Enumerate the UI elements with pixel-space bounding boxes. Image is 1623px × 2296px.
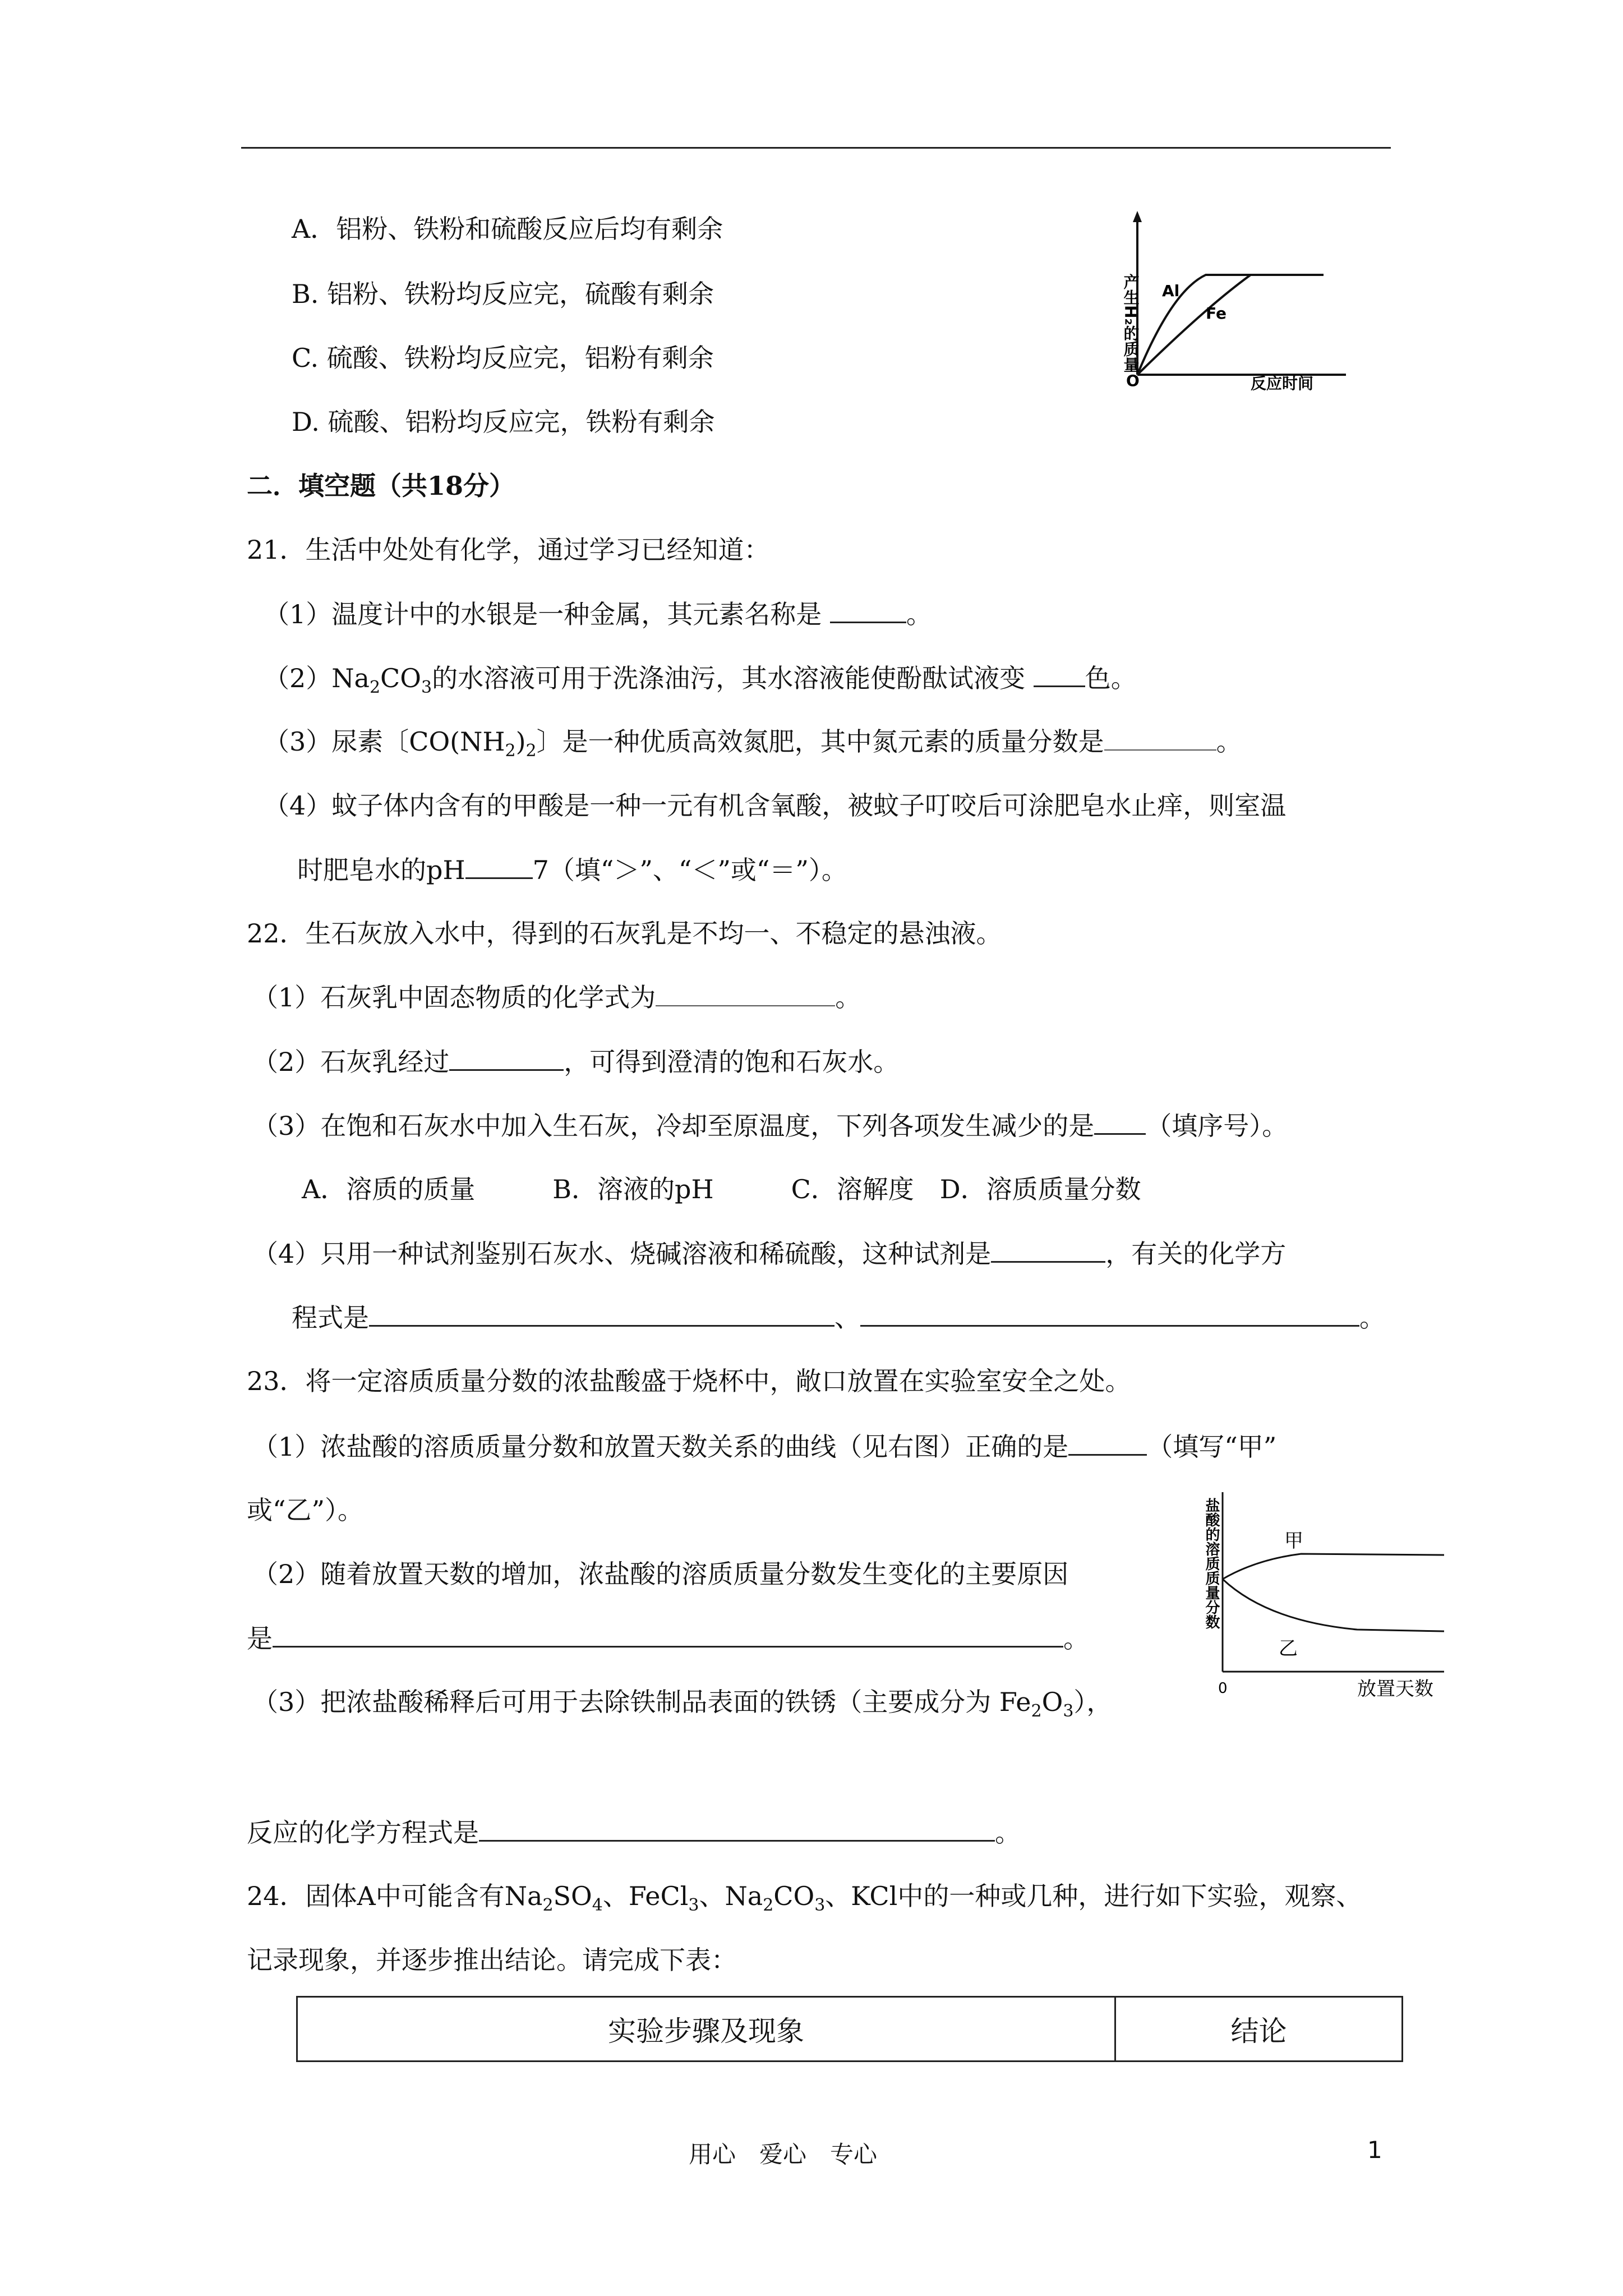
page-number: 1 [1367, 2136, 1382, 2164]
q23-part2-line1: （2）随着放置天数的增加，浓盐酸的溶质质量分数发生变化的主要原因 [252, 1559, 1069, 1589]
q24-results-table [296, 1996, 1403, 2062]
q21-part4-line1: （4）蚊子体内含有的甲酸是一种一元有机含氧酸，被蚊子叮咬后可涂肥皂水止痒，则室温 [264, 790, 1287, 821]
q21-part2: $(2)Na_2CO_3$的水溶液可用于洗涤油污，其水溶液能使酚酞试液变 色。 [264, 661, 1137, 695]
section2-title: 二．填空题（共18分） [247, 471, 515, 501]
blank[interactable] [991, 1236, 1105, 1263]
hcl-graph-origin: 0 [1218, 1680, 1228, 1697]
fe-curve [1137, 275, 1251, 375]
blank[interactable] [656, 981, 835, 1006]
q23-part1: （1）浓盐酸的溶质质量分数和放置天数关系的曲线（见右图）正确的是 （填写“甲” [252, 1429, 1276, 1464]
blank[interactable] [479, 1815, 995, 1842]
q23-part3-line2: 反应的化学方程式是 。 [247, 1815, 1021, 1849]
q21-part1: （1）温度计中的水银是一种金属，其元素名称是 。 [264, 597, 932, 631]
q20-option-a: A．铝粉、铁粉和硫酸反应后均有剩余 [292, 214, 723, 244]
footer-motto: 用心 爱心 专心 [689, 2141, 878, 2168]
hcl-graph-xlabel: 放置天数 [1357, 1678, 1433, 1700]
blank[interactable] [1034, 661, 1085, 687]
blank[interactable] [1104, 725, 1216, 751]
h2-mass-graph [1110, 206, 1352, 392]
blank[interactable] [273, 1621, 1063, 1648]
hcl-graph-ylabel: 盐酸的溶质质量分数 [1203, 1498, 1220, 1629]
table-header-steps: 实验步骤及现象 [297, 1997, 1115, 2062]
h2-graph-y-arrow [1133, 211, 1142, 222]
jia-label: 甲 [1284, 1530, 1303, 1552]
q20-option-b: B. 铝粉、铁粉均反应完，硫酸有剩余 [292, 279, 714, 309]
q22-part3: （3）在饱和石灰水中加入生石灰，冷却至原温度，下列各项发生减少的是 （填序号）。 [252, 1108, 1288, 1143]
h2-graph-xlabel: 反应时间 [1251, 374, 1314, 392]
q24-line1: 24．固体A中可能含有$Na_2SO_4$、FeCl$_3$、$Na_2CO_3$、KCl中的一种或几种，进行如下实验，观察、 [247, 1881, 1362, 1916]
q22-part1: （1）石灰乳中固态物质的化学式为 。 [252, 981, 861, 1014]
yi-curve [1223, 1579, 1444, 1631]
h2-graph-origin: O [1126, 371, 1140, 390]
q22-part4: （4）只用一种试剂鉴别石灰水、烧碱溶液和稀硫酸，这种试剂是 ，有关的化学方 [252, 1236, 1286, 1271]
q23-stem: 23．将一定溶质质量分数的浓盐酸盛于烧杯中，敞口放置在实验室安全之处。 [247, 1366, 1131, 1396]
blank[interactable] [369, 1300, 834, 1327]
q23-part2-line2: 是 。 [247, 1621, 1089, 1655]
yi-label: 乙 [1279, 1637, 1298, 1660]
q20-option-c: C. 硫酸、铁粉均反应完，铝粉有剩余 [292, 343, 714, 373]
blank[interactable] [449, 1045, 564, 1071]
q21-part4-line2: 时肥皂水的pH 7（填“＞”、“＜”或“＝”）。 [297, 853, 847, 887]
jia-curve [1223, 1554, 1444, 1579]
header-rule [241, 147, 1391, 149]
fe-label: Fe [1206, 304, 1227, 323]
al-label: Al [1162, 282, 1180, 300]
q22-part3-options: A．溶质的质量 B．溶液的pH C．溶解度 D．溶质质量分数 [302, 1174, 1141, 1204]
table-header-conclusion: 结论 [1115, 1997, 1403, 2062]
q21-part3: （3）尿素〔$CO(NH_2)_2$〕是一种优质高效氮肥，其中氮元素的质量分数是 。 [264, 725, 1242, 758]
hcl-fraction-graph [1189, 1481, 1447, 1705]
q23-part3: （3）把浓盐酸稀释后可用于去除铁制品表面的铁锈（主要成分为 $Fe_2O_3$）， [252, 1687, 1113, 1722]
q20-option-d: D. 硫酸、铝粉均反应完，铁粉有剩余 [292, 407, 715, 437]
q22-part4-line2: 程式是 、 。 [292, 1300, 1385, 1335]
h2-graph-ylabel: 产生H₂的质量 [1121, 274, 1140, 372]
q24-line2: 记录现象，并逐步推出结论。请完成下表： [247, 1945, 737, 1975]
q23-part1-line2: 或“乙”）。 [247, 1495, 364, 1525]
blank[interactable] [1094, 1108, 1146, 1135]
q22-stem: 22．生石灰放入水中，得到的石灰乳是不均一、不稳定的悬浊液。 [247, 918, 1002, 949]
blank[interactable] [830, 597, 906, 623]
blank[interactable] [465, 853, 533, 879]
blank[interactable] [1068, 1429, 1147, 1456]
q22-part2: （2）石灰乳经过 ，可得到澄清的饱和石灰水。 [252, 1045, 899, 1079]
blank[interactable] [860, 1300, 1359, 1327]
q21-stem: 21．生活中处处有化学，通过学习已经知道： [247, 535, 770, 565]
